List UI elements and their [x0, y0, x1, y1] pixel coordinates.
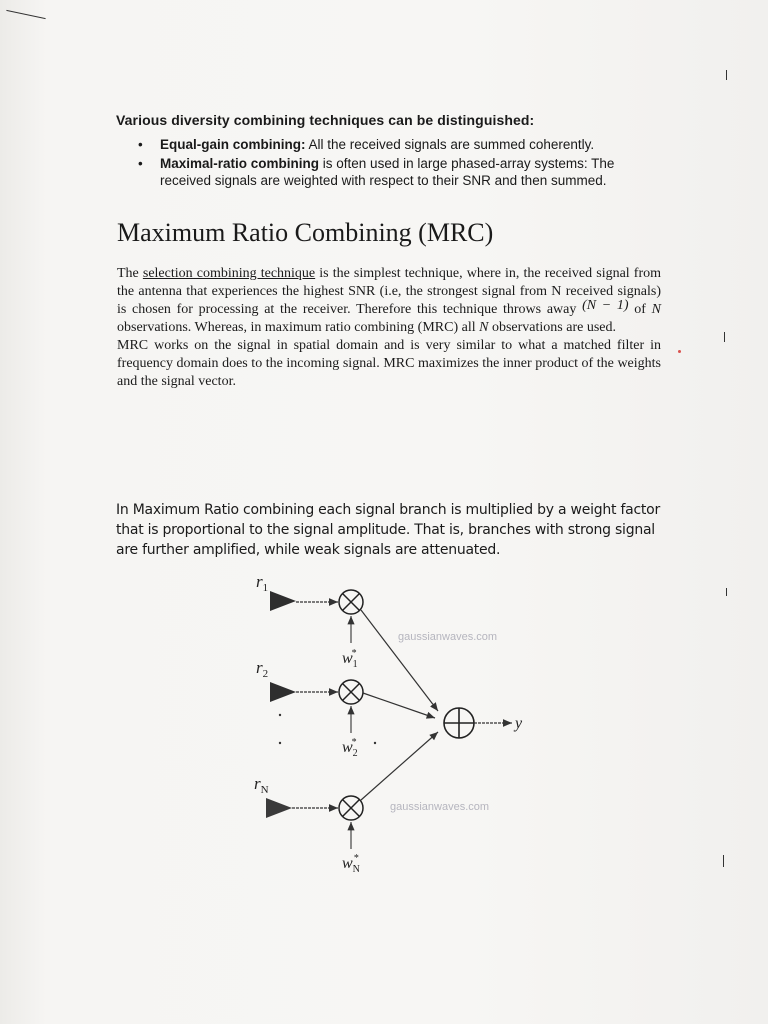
scan-mark [678, 350, 681, 353]
signal-label-rn: $r_N$ [254, 774, 269, 796]
antenna-1-icon [270, 591, 296, 611]
signal-label-r1: $r_1$ [256, 572, 269, 594]
scan-mark [6, 10, 45, 19]
scan-mark [726, 588, 727, 596]
math-n-minus-1: (N − 1) [582, 298, 629, 313]
bullet-list [136, 136, 656, 191]
ellipsis-dots [279, 714, 376, 744]
paragraph-selection-combining [117, 265, 661, 337]
branch-n [254, 774, 363, 875]
watermark-text: gaussianwaves.com [390, 801, 490, 813]
antenna-n-icon [266, 798, 292, 818]
text-span: observations are used. [488, 320, 616, 335]
text-span: is the simplest technique, where in, the received signal from the antenna that experiences the highest SNR (i.e, the strongest signal from N received signals) is chosen for processing at the receiver. Therefore this technique throws away [117, 266, 662, 317]
math-n: N [651, 302, 661, 317]
arrow-icon [363, 693, 435, 718]
branch-2 [256, 658, 363, 759]
heading-diversity-techniques: Various diversity combining techniques can be distinguished: [116, 112, 535, 128]
bullet-item-maximal-ratio [136, 155, 656, 189]
bullet-term: Equal-gain combining: [160, 137, 306, 152]
weight-label-w1: $w_1*$ [342, 648, 358, 670]
paragraph-weight-factor: In Maximum Ratio combining each signal branch is multiplied by a weight factor that is proportional to the signal amplitude. That is, branches with strong signal are further amplified, while weak signals are attenuated. [116, 502, 660, 558]
signal-label-r2: $r_2$ [256, 658, 269, 680]
branch-1 [256, 572, 363, 670]
selection-combining-link[interactable]: selection combining technique [142, 266, 316, 281]
bullet-text: All the received signals are summed coherently. [305, 137, 595, 152]
math-n: N [479, 320, 489, 335]
scan-mark [726, 70, 727, 80]
bullet-dot-icon: • [138, 137, 143, 152]
bullet-text: is often used in large phased-array systems: The received signals are weighted with respect to their SNR and then summed. [160, 156, 615, 188]
text-span: The [117, 266, 143, 281]
text-span: of [628, 302, 652, 317]
section-title: Maximum Ratio Combining (MRC) [117, 218, 494, 247]
bullet-item-equal-gain [136, 136, 656, 153]
antenna-2-icon [270, 682, 296, 702]
arrow-icon [361, 732, 438, 800]
scan-mark [724, 332, 725, 342]
text-span: observations. Whereas, in maximum ratio combining (MRC) all [117, 320, 480, 335]
watermark-text: gaussianwaves.com [398, 631, 498, 643]
mrc-description [117, 265, 661, 391]
output-label-y: y [515, 715, 523, 732]
mrc-block-diagram [230, 565, 550, 885]
paragraph-mrc-spatial: MRC works on the signal in spatial domain and is very similar to what a matched filter in frequency domain does to the incoming signal. MRC maximizes the inner product of the weights and the signal vector. [117, 338, 661, 389]
bullet-dot-icon: • [138, 156, 143, 171]
weight-label-w2: $w_2*$ [342, 737, 358, 759]
scan-mark [723, 855, 724, 867]
weight-label-wn: $w_N*$ [342, 853, 360, 875]
bullet-term: Maximal-ratio combining [160, 156, 320, 171]
